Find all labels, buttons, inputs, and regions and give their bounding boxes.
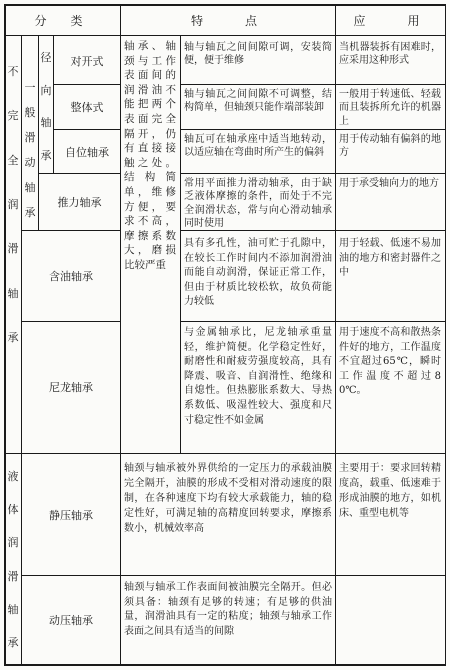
- feature-thrust: 常用平面推力滑动轴承，由于缺乏液体摩擦的条件，而处于不完全润滑状态，常与向心滑动轴承同时使用: [184, 178, 332, 230]
- row-name-nylon: 尼龙轴承: [49, 381, 93, 394]
- rule-right: [445, 4, 446, 666]
- rule-row-7: [22, 575, 446, 576]
- rule-col-general: [38, 35, 39, 230]
- rule-header-bottom: [4, 35, 446, 36]
- group-label-fluid: 液 体 润 滑 轴 承: [7, 469, 19, 650]
- shared-feature-text: 轴承、轴颈与工作表面间的润滑油不能把两个表面完全隔开，仍有直接接触之处。结构简单，维修方便，要求不高，摩擦系数大，磨损比较严重: [124, 40, 176, 271]
- application-self-aligning: 用于传动轴有偏斜的地方: [339, 134, 441, 159]
- application-oil-impregnated: 用于轻载、低速不易加油的地方和密封器件之中: [339, 238, 441, 279]
- row-name-hydrodynamic: 动压轴承: [49, 614, 93, 627]
- rule-col-shared: [180, 35, 181, 453]
- feature-oil-impregnated: 具有多孔性，油可贮于孔隙中，在较长工作时间内不添加润滑油而能自动润滑，保证正常工作，但由于材质比较松软，故负荷能力较低: [184, 238, 332, 308]
- application-nylon: 用于速度不高和散热条件好的地方，工作温度不宜超过65℃，瞬时工作温度不超过80℃。: [339, 327, 441, 397]
- rule-top: [4, 4, 446, 6]
- header-application: 应 用: [353, 13, 426, 28]
- rule-row-4-right: [180, 230, 446, 231]
- rule-col-radial: [53, 35, 54, 173]
- rule-row-5-right: [180, 321, 446, 322]
- header-features: 特 点: [190, 13, 263, 28]
- application-hydrostatic: 主要用于：要求回转精度高，载重、低速难于形成油膜的地方，如机床、重型电机等: [339, 463, 441, 519]
- rule-col-name: [120, 4, 121, 666]
- row-name-solid: 整体式: [70, 101, 104, 114]
- group-label-radial: 径 向 轴 承: [40, 51, 52, 162]
- rule-row-5: [22, 321, 121, 322]
- group-label-general: 一 般 滑 动 轴 承: [24, 80, 36, 219]
- rule-row-3-right: [180, 173, 446, 174]
- application-solid: 一般用于转速低、轻载而且装拆所允许的机器上: [339, 89, 441, 127]
- rule-row-2: [54, 129, 121, 130]
- feature-split: 轴与轴瓦之间间隙可调，安装简便，便于维修: [184, 42, 332, 67]
- rule-col-group: [21, 35, 22, 665]
- row-name-split: 对开式: [70, 55, 104, 68]
- rule-row-2-right: [180, 129, 446, 130]
- group-label-incomplete: 不 完 全 润 滑 轴 承: [7, 65, 19, 344]
- rule-col-application: [335, 4, 336, 666]
- row-name-oil-impregnated: 含油轴承: [49, 270, 93, 283]
- row-name-hydrostatic: 静压轴承: [49, 509, 93, 522]
- feature-nylon: 与金属轴承比，尼龙轴承重量轻，维护简便。化学稳定性好，耐磨性和耐疲劳强度较高，具有降震、吸音、自润滑性、绝缘和自熄性。但热膨胀系数大、导热系数低、吸湿性较大、强度和尺寸稳定性不如金属: [184, 327, 332, 426]
- feature-hydrostatic: 轴颈与轴承被外界供给的一定压力的承载油膜完全隔开，油膜的形成不受相对滑动速度的限制，在各种速度下均有较大承载能力，轴的稳定性好，可满足轴的高精度回转要求，摩擦系数小，机械效率高: [124, 463, 332, 534]
- application-split: 当机器装拆有困难时，应采用这种形式: [339, 42, 441, 67]
- row-name-thrust: 推力轴承: [57, 196, 102, 209]
- rule-row-4: [22, 230, 121, 231]
- row-name-self-aligning: 自位轴承: [65, 145, 109, 159]
- rule-bottom: [4, 664, 446, 666]
- application-hydrodynamic: [336, 580, 444, 664]
- feature-hydrodynamic: 轴颈与轴承工作表面间被油膜完全隔开。但必须具备：轴颈有足够的转速；有足够的供油量，润滑油具有一定的粘度；轴颈与轴承工作表面之间具有适当的间隙: [124, 582, 332, 637]
- rule-group-boundary: [4, 453, 446, 454]
- rule-row-1: [54, 84, 121, 85]
- rule-row-3: [39, 173, 121, 174]
- feature-solid: 轴与轴瓦之间间隙不可调整，结构简单，但轴颈只能作端部装卸: [184, 89, 332, 114]
- rule-row-1-right: [180, 84, 446, 85]
- application-thrust: 用于承受轴向力的地方: [339, 178, 439, 189]
- header-category: 分 类: [34, 13, 89, 28]
- rule-left: [4, 4, 6, 666]
- feature-self-aligning: 轴瓦可在轴承座中适当地转动，以适应轴在弯曲时所产生的偏斜: [184, 134, 332, 159]
